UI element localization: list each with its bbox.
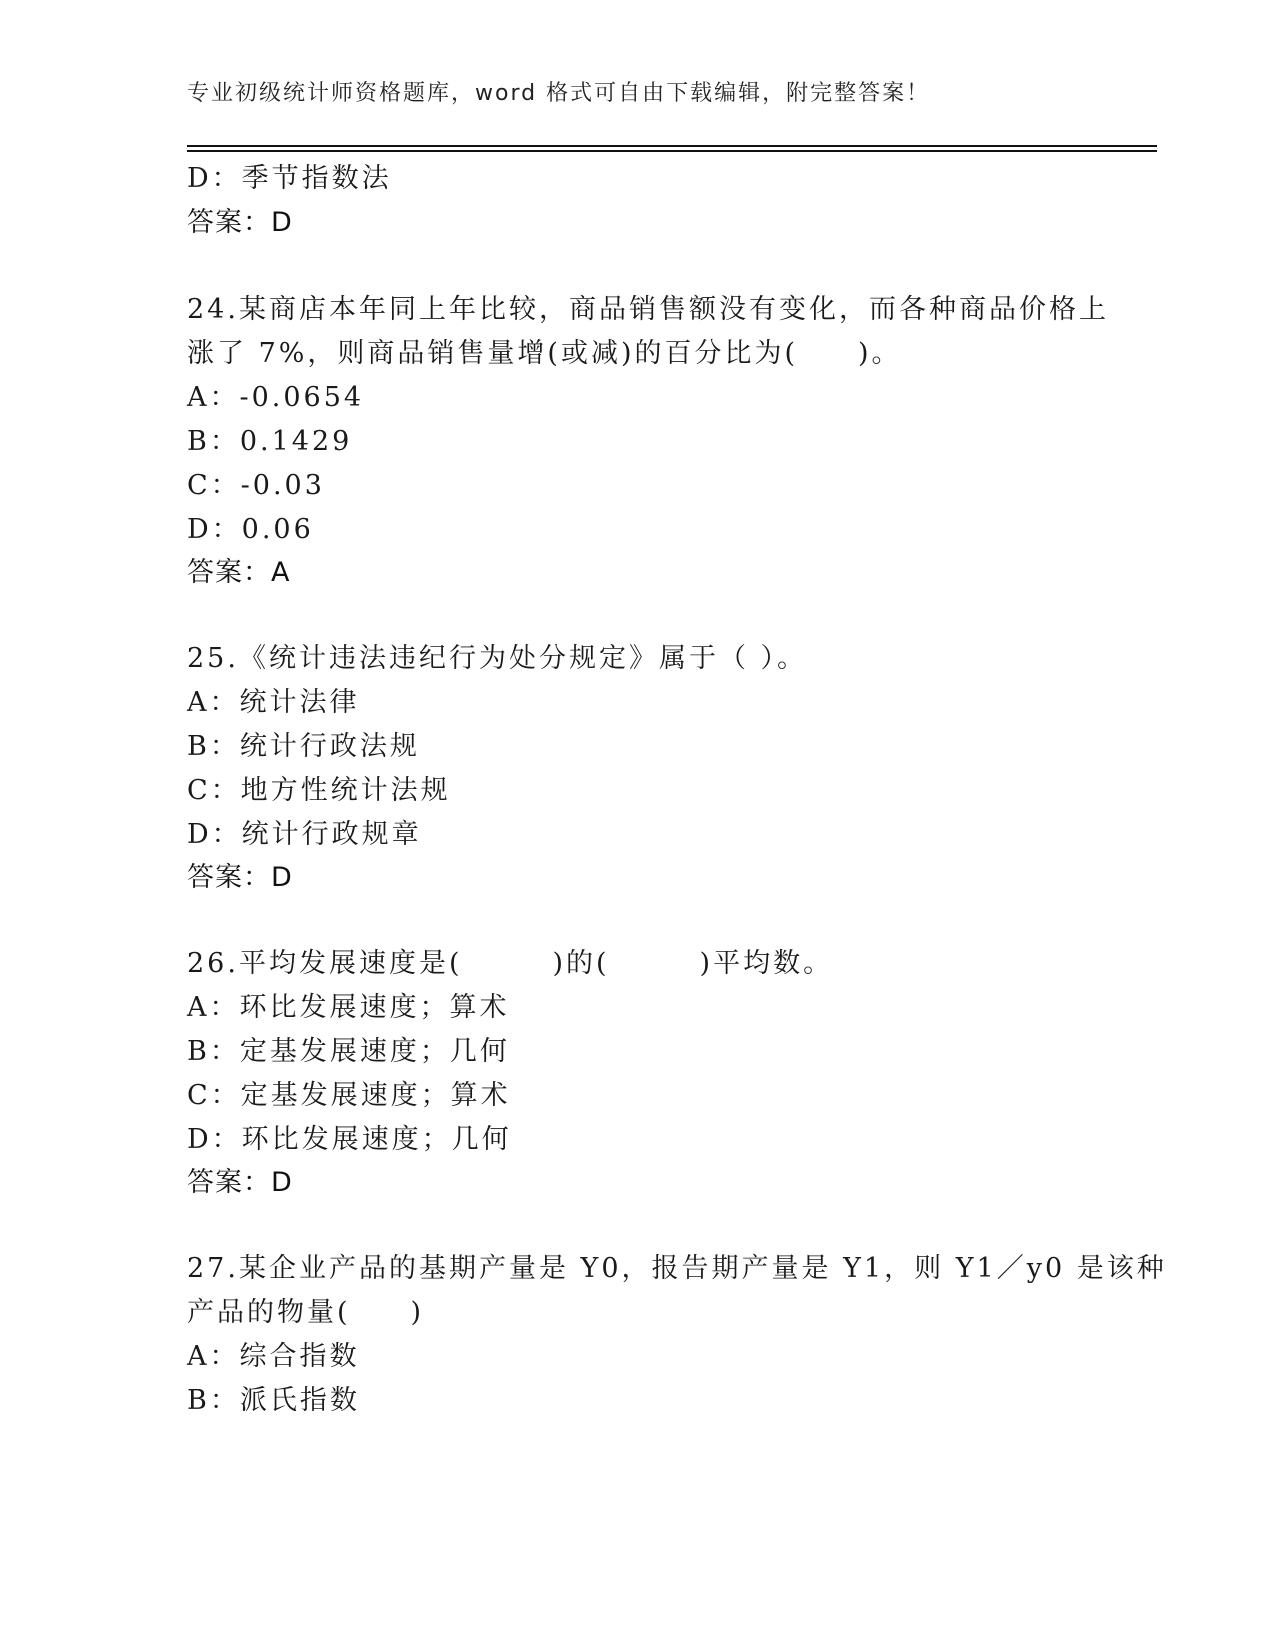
q26-answer: 答案：D (187, 1167, 293, 1198)
q26-stem: 26.平均发展速度是( )的( )平均数。 (187, 948, 834, 979)
q26-option-d: D：环比发展速度；几何 (187, 1124, 512, 1155)
q24-option-a: A：-0.0654 (187, 382, 365, 413)
q25-option-b: B：统计行政法规 (187, 731, 420, 762)
q26-option-a: A：环比发展速度；算术 (187, 992, 510, 1023)
q27-option-b: B：派氏指数 (187, 1385, 360, 1416)
header-divider-secondary (187, 150, 1157, 152)
q24-option-c: C：-0.03 (187, 470, 325, 501)
q24-stem-line-1: 24.某商店本年同上年比较，商品销售额没有变化，而各种商品价格上 (187, 294, 1109, 325)
q24-option-d: D：0.06 (187, 514, 314, 545)
q24-option-b: B：0.1429 (187, 426, 353, 457)
q25-stem: 25.《统计违法违纪行为处分规定》属于（ ）。 (187, 643, 808, 674)
q25-option-d: D：统计行政规章 (187, 819, 422, 850)
q24-stem-line-2: 涨了 7%，则商品销售量增(或减)的百分比为( )。 (187, 338, 902, 369)
q27-stem-line-1: 27.某企业产品的基期产量是 Y0，报告期产量是 Y1，则 Y1／y0 是该种 (187, 1253, 1167, 1284)
answer-prev: 答案：D (187, 207, 293, 238)
q25-answer: 答案：D (187, 862, 293, 893)
q25-option-a: A：统计法律 (187, 687, 360, 718)
q26-option-c: C：定基发展速度；算术 (187, 1080, 511, 1111)
q26-option-b: B：定基发展速度；几何 (187, 1036, 510, 1067)
q27-stem-line-2: 产品的物量( ) (187, 1297, 425, 1328)
q27-option-a: A：综合指数 (187, 1341, 360, 1372)
page-header: 专业初级统计师资格题库，word 格式可自由下载编辑，附完整答案！ (187, 81, 931, 106)
q24-answer: 答案：A (187, 557, 291, 588)
q25-option-c: C：地方性统计法规 (187, 775, 451, 806)
header-divider (187, 145, 1157, 147)
option-d-prev: D：季节指数法 (187, 163, 392, 194)
